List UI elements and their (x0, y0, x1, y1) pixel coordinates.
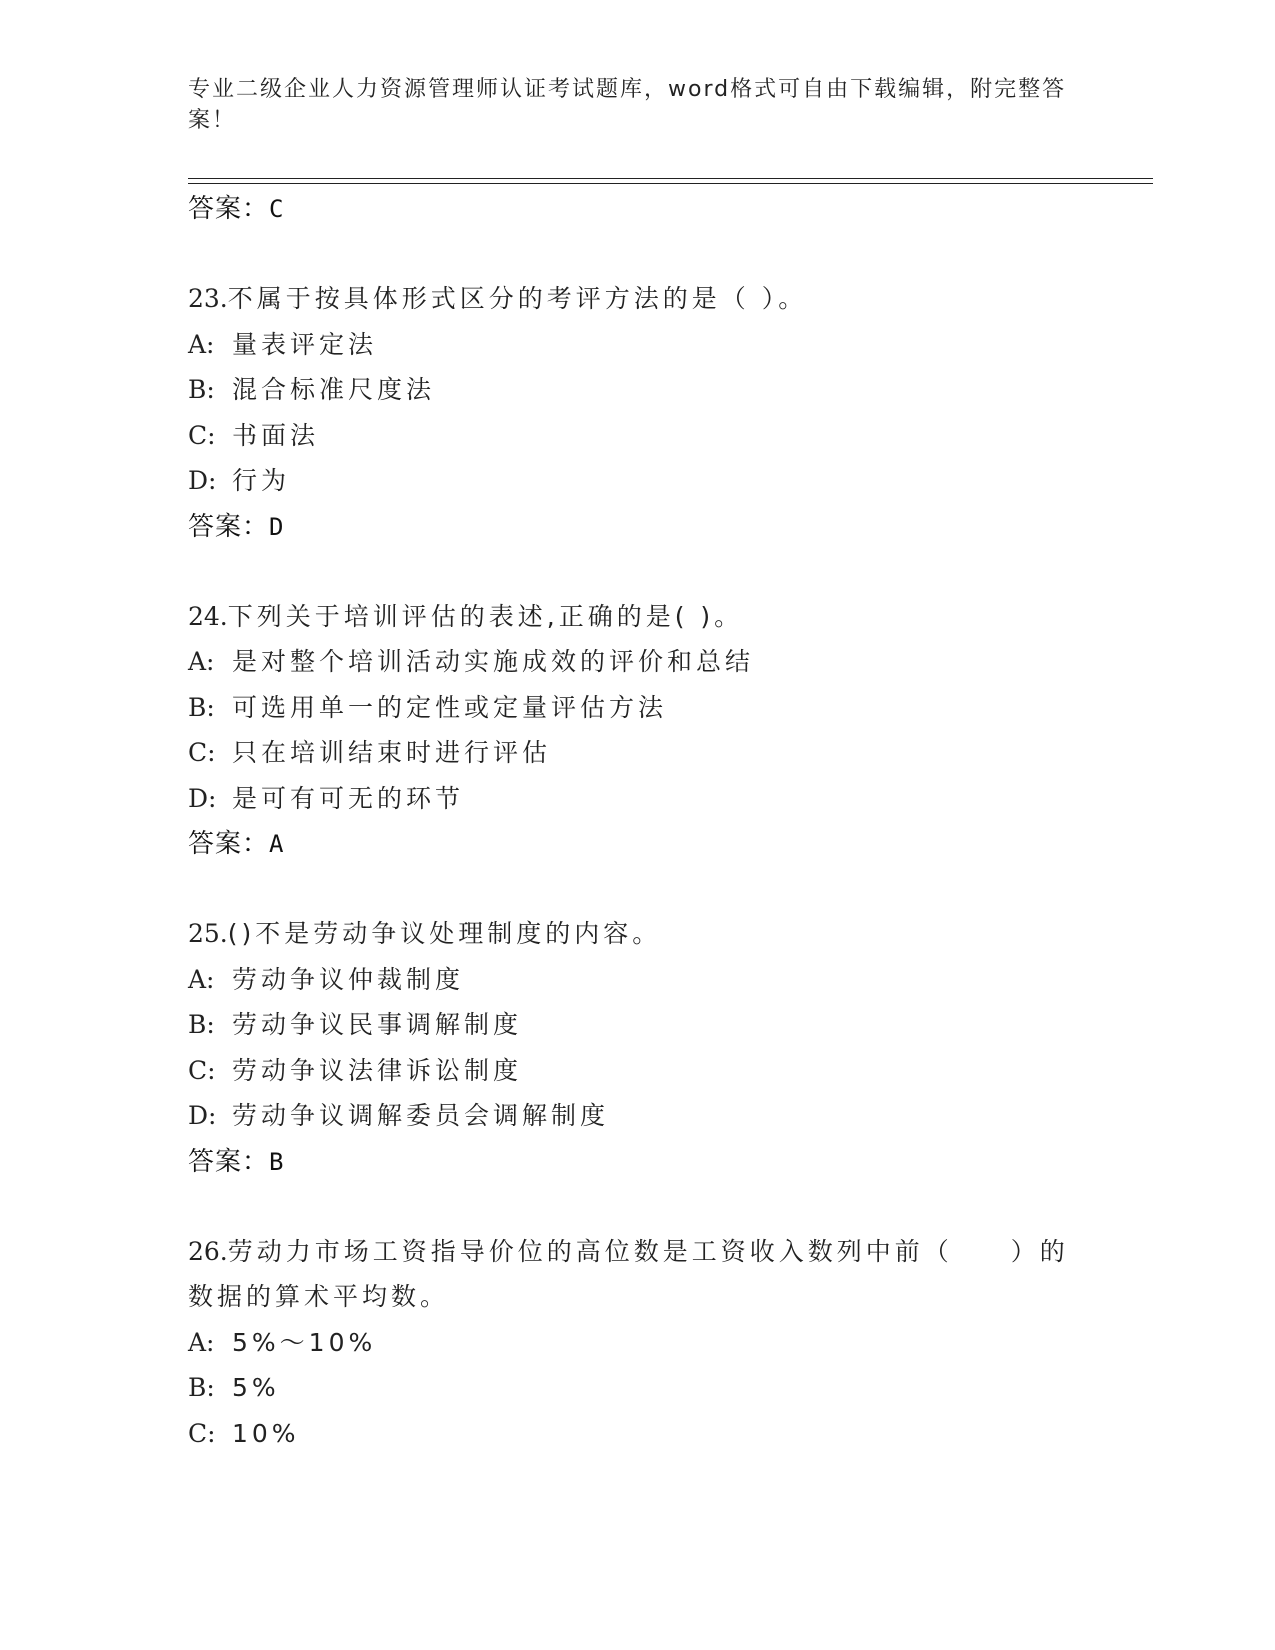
answer-value: A (269, 830, 285, 858)
option-b (188, 1365, 1148, 1411)
option-key: B: (188, 692, 215, 722)
header-rule-bottom (188, 183, 1153, 184)
option-key: C: (188, 738, 216, 767)
option-b (188, 1002, 1148, 1048)
option-text: 混合标准尺度法 (232, 375, 436, 404)
question-number: 24. (188, 601, 228, 631)
option-text: 劳动争议民事调解制度 (232, 1010, 523, 1039)
answer-label: 答案： (188, 1146, 270, 1177)
question-number: 23. (188, 284, 228, 313)
option-text: 5%～10% (232, 1327, 377, 1357)
answer-label: 答案： (188, 829, 270, 859)
option-key: D: (188, 783, 217, 813)
option-c (188, 1048, 1148, 1094)
answer-value: B (269, 1147, 285, 1176)
option-a (188, 322, 1148, 368)
header-rule-top (188, 178, 1153, 179)
option-text: 是对整个培训活动实施成效的评价和总结 (232, 647, 755, 676)
option-b (188, 685, 1148, 731)
option-text: 量表评定法 (232, 329, 378, 359)
option-key: B: (188, 375, 215, 404)
question-gap (188, 232, 1148, 276)
question-stem (188, 276, 1148, 322)
option-key: A: (188, 647, 215, 676)
answer-label: 答案： (188, 194, 270, 224)
option-c (188, 413, 1148, 459)
question-gap (188, 550, 1148, 594)
option-text: 劳动争议仲裁制度 (232, 964, 465, 994)
question-list (188, 186, 1148, 1456)
option-d (188, 458, 1148, 504)
option-key: D: (188, 466, 217, 495)
option-a (188, 639, 1148, 685)
question-stem (188, 1274, 1148, 1320)
question-gap (188, 1185, 1148, 1229)
option-key: A: (188, 329, 215, 359)
option-text: 行为 (232, 466, 291, 495)
question-stem (188, 911, 1148, 957)
answer-label: 答案： (188, 511, 270, 542)
question-gap (188, 867, 1148, 911)
option-text: 5% (232, 1373, 280, 1402)
question-text: 劳动力市场工资指导价位的高位数是工资收入数列中前（ ）的 (227, 1236, 1069, 1266)
document-header: 专业二级企业人力资源管理师认证考试题库，word格式可自由下载编辑，附完整答案！ (188, 77, 1067, 133)
option-text: 是可有可无的环节 (232, 783, 465, 813)
option-d (188, 1093, 1148, 1139)
option-c (188, 730, 1148, 776)
question-stem (188, 1229, 1148, 1275)
option-b (188, 367, 1148, 413)
option-text: 书面法 (232, 420, 320, 450)
option-a (188, 957, 1148, 1003)
question-number: 26. (188, 1236, 228, 1266)
option-key: B: (188, 1373, 215, 1402)
answer-line (188, 186, 1148, 232)
option-text: 10% (232, 1418, 300, 1448)
answer-line (188, 504, 1148, 550)
option-key: A: (188, 964, 215, 994)
answer-value: C (269, 195, 285, 223)
option-d (188, 776, 1148, 822)
question-text: 不属于按具体形式区分的考评方法的是（ ）。 (227, 284, 808, 313)
option-text: 劳动争议法律诉讼制度 (232, 1055, 523, 1085)
option-key: D: (188, 1101, 217, 1130)
option-text: 可选用单一的定性或定量评估方法 (232, 692, 668, 722)
answer-value: D (269, 512, 285, 541)
question-text: ()不是劳动争议处理制度的内容。 (227, 919, 662, 948)
option-key: C: (188, 420, 216, 450)
question-text: 数据的算术平均数。 (188, 1282, 450, 1311)
question-text: 下列关于培训评估的表述,正确的是( )。 (227, 601, 744, 631)
option-key: B: (188, 1010, 215, 1039)
option-text: 只在培训结束时进行评估 (232, 738, 552, 767)
option-key: A: (188, 1327, 215, 1357)
option-c (188, 1411, 1148, 1457)
answer-line (188, 1139, 1148, 1185)
option-key: C: (188, 1055, 216, 1085)
option-key: C: (188, 1418, 216, 1448)
question-stem (188, 594, 1148, 640)
option-a (188, 1320, 1148, 1366)
question-number: 25. (188, 919, 228, 948)
option-text: 劳动争议调解委员会调解制度 (232, 1101, 610, 1130)
answer-line (188, 821, 1148, 867)
